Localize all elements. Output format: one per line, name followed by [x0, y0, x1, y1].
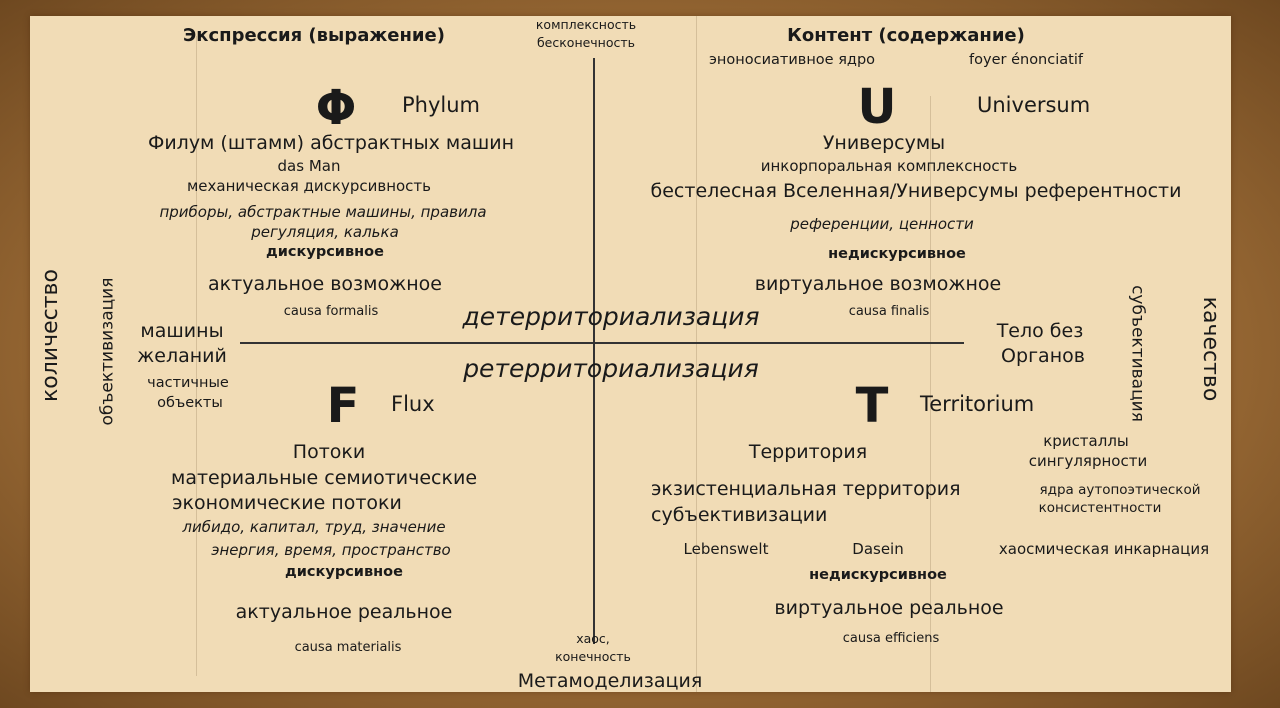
- territorium-line1: Территория: [748, 441, 868, 463]
- phylum-line1: Филум (штамм) абстрактных машин: [147, 132, 515, 154]
- infinity-label: бесконечность: [536, 35, 636, 50]
- phylum-line3: механическая дискурсивность: [186, 177, 432, 195]
- phylum-symbol: Φ: [315, 80, 357, 136]
- partial-objects-line2: объекты: [157, 395, 223, 411]
- flux-line5: энергия, время, пространство: [211, 541, 451, 559]
- flux-latin: Flux: [391, 392, 435, 416]
- deterritorialization-label: детерриториализация: [462, 302, 760, 331]
- flux-mode: актуальное реальное: [235, 601, 453, 623]
- crystals-label: кристаллы: [1043, 432, 1129, 450]
- horizontal-axis-line: [240, 342, 964, 344]
- flux-line4: либидо, капитал, труд, значение: [182, 518, 446, 536]
- reterritorialization-label: ретерриториализация: [463, 354, 759, 383]
- universum-symbol: U: [857, 79, 897, 135]
- vertical-axis-line: [593, 58, 595, 644]
- flux-line2: материальные семиотические: [170, 467, 478, 489]
- body-without-organs-line2: Органов: [1001, 345, 1085, 367]
- phylum-latin: Phylum: [402, 93, 481, 117]
- flux-line3: экономические потоки: [172, 492, 402, 514]
- phylum-line5: регуляция, калька: [251, 223, 399, 241]
- universum-latin: Universum: [977, 93, 1091, 117]
- desire-machines-line2: желаний: [137, 345, 227, 367]
- enunciative-core-label: эноносиативное ядро: [708, 52, 876, 68]
- territorium-discursive: недискурсивное: [809, 567, 947, 583]
- quantity-axis-label: количество: [38, 269, 63, 402]
- universum-discursive: недискурсивное: [828, 246, 966, 262]
- subjectivation-axis-label: субъективация: [1127, 285, 1148, 422]
- universum-mode: виртуальное возможное: [754, 273, 1002, 295]
- quality-axis-label: качество: [1198, 296, 1223, 402]
- territorium-line2: экзистенциальная территория: [651, 478, 961, 500]
- territorium-cause: causa efficiens: [842, 631, 940, 646]
- metamodelization-label: Метамоделизация: [517, 670, 703, 692]
- phylum-discursive: дискурсивное: [266, 244, 384, 260]
- flux-discursive: дискурсивное: [285, 564, 403, 580]
- foyer-label: foyer énonciatif: [969, 52, 1083, 68]
- flux-symbol: F: [326, 378, 360, 434]
- finitude-label: конечность: [555, 649, 631, 664]
- partial-objects-line1: частичные: [147, 375, 229, 391]
- body-without-organs-line1: Тело без: [996, 320, 1084, 342]
- universum-line4: референции, ценности: [790, 215, 974, 233]
- chaosmic-incarnation-label: хаосмическая инкарнация: [998, 540, 1210, 558]
- autopoietic-nuclei-line1: ядра аутопоэтической: [1039, 482, 1201, 498]
- phylum-line2: das Man: [277, 157, 341, 175]
- phylum-mode: актуальное возможное: [208, 273, 442, 295]
- territorium-latin: Territorium: [920, 392, 1035, 416]
- universum-line2: инкорпоральная комплексность: [760, 157, 1018, 175]
- flux-line1: Потоки: [292, 441, 366, 463]
- phylum-cause: causa formalis: [283, 304, 379, 319]
- territorium-symbol: T: [855, 378, 889, 434]
- dasein-label: Dasein: [852, 540, 904, 558]
- chaos-label: хаос,: [576, 631, 610, 646]
- universum-line1: Универсумы: [822, 132, 946, 154]
- universum-cause: causa finalis: [848, 304, 930, 319]
- flux-cause: causa materialis: [294, 640, 402, 655]
- territorium-mode: виртуальное реальное: [774, 597, 1004, 619]
- expression-heading: Экспрессия (выражение): [183, 25, 445, 46]
- autopoietic-nuclei-line2: консистентности: [1038, 500, 1162, 516]
- lebenswelt-label: Lebenswelt: [683, 540, 769, 558]
- complexity-label: комплексность: [535, 17, 637, 32]
- universum-line3: бестелесная Вселенная/Универсумы референтности: [650, 180, 1182, 202]
- content-heading: Контент (содержание): [787, 25, 1025, 46]
- desire-machines-line1: машины: [140, 320, 224, 342]
- singularities-label: сингулярности: [1028, 452, 1148, 470]
- objectivization-axis-label: объективизация: [97, 277, 118, 426]
- phylum-line4: приборы, абстрактные машины, правила: [159, 203, 487, 221]
- territorium-line3: субъективизации: [651, 504, 828, 526]
